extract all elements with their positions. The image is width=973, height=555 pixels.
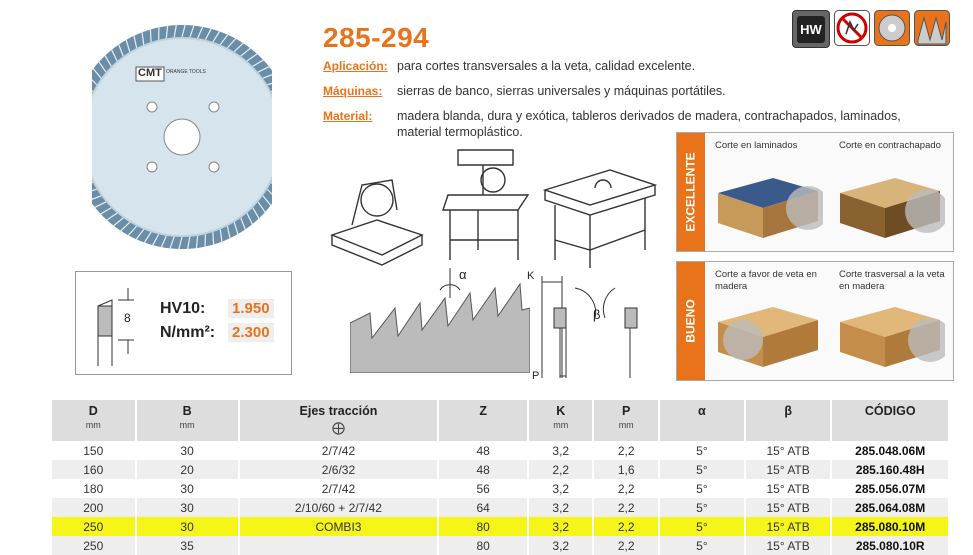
table-cell: 5° (659, 536, 745, 555)
table-cell: 5° (659, 517, 745, 536)
column-header (831, 400, 949, 441)
mitre-saw-drawing (322, 165, 432, 275)
table-cell: 3,2 (528, 536, 593, 555)
blade-subbrand: ORANGE TOOLS (166, 69, 206, 75)
maquinas-label: Máquinas: (323, 84, 382, 98)
table-cell: 3,2 (528, 479, 593, 498)
table-cell: 5° (659, 498, 745, 517)
column-header-label: K (556, 404, 565, 418)
column-header (438, 400, 528, 441)
table-row (52, 460, 949, 479)
excelente-panel (676, 132, 954, 252)
table-cell: 2,2 (593, 479, 658, 498)
k-label: K (527, 270, 534, 282)
table-cell: 30 (136, 479, 239, 498)
column-header (745, 400, 832, 441)
table-row (52, 536, 949, 555)
bueno-label: BUENO (684, 299, 698, 342)
table-cell: 2/6/32 (239, 460, 439, 479)
plywood-cut-image (835, 173, 945, 243)
drive-holes-icon: ⨁ (241, 420, 437, 436)
table-cell: 3,2 (528, 517, 593, 536)
hw-label: HW (797, 16, 825, 43)
no-hand-icon (834, 10, 870, 46)
aplicacion-text: para cortes transversales a la veta, calidad excelente. (397, 58, 695, 74)
column-header (659, 400, 745, 441)
caption-trasversal: Corte trasversal a la veta en madera (839, 269, 949, 293)
table-header-row (52, 400, 949, 441)
radial-arm-saw-drawing (438, 140, 538, 265)
maquinas-text: sierras de banco, sierras universales y máquinas portátiles. (397, 83, 726, 99)
saw-blade-icon (874, 10, 910, 46)
material-text-1: madera blanda, dura y exótica, tableros derivados de madera, contrachapados, laminados, (397, 108, 901, 124)
column-header (52, 400, 136, 441)
caption-contrachapado: Corte en contrachapado (839, 140, 944, 152)
column-header-label: P (622, 404, 630, 418)
rip-cut-image (713, 302, 823, 372)
table-cell: 15° ATB (745, 536, 832, 555)
table-cell: 2/7/42 (239, 479, 439, 498)
crosscut-image (835, 302, 945, 372)
column-header-label: B (183, 404, 192, 418)
beta-label: β (593, 307, 600, 322)
table-cell: 15° ATB (745, 517, 832, 536)
table-cell: 2,2 (593, 517, 658, 536)
caption-laminados: Corte en laminados (715, 140, 825, 152)
table-cell: 2,2 (593, 498, 658, 517)
column-unit: mm (595, 420, 656, 430)
table-cell: 285.080.10R (831, 536, 949, 555)
table-cell: 48 (438, 441, 528, 460)
column-unit: mm (530, 420, 591, 430)
column-header (528, 400, 593, 441)
table-cell: 250 (52, 536, 136, 555)
table-cell: 200 (52, 498, 136, 517)
column-header (136, 400, 239, 441)
bueno-band (677, 262, 705, 380)
table-cell (239, 536, 439, 555)
table-cell: 285.080.10M (831, 517, 949, 536)
table-row (52, 479, 949, 498)
table-cell: 3,2 (528, 498, 593, 517)
excelente-band (677, 133, 705, 251)
table-row (52, 498, 949, 517)
table-cell: 285.160.48H (831, 460, 949, 479)
saw-teeth-icon (914, 10, 950, 46)
table-cell: 80 (438, 536, 528, 555)
table-cell: 2/10/60 + 2/7/42 (239, 498, 439, 517)
kerf-diagram (520, 268, 665, 388)
table-cell: 5° (659, 460, 745, 479)
thickness-value: 8 (124, 311, 131, 325)
nmm-value: 2.300 (228, 323, 274, 342)
table-cell: 2,2 (593, 441, 658, 460)
table-cell: COMBI3 (239, 517, 439, 536)
hw-badge (792, 10, 830, 48)
excelente-label: EXCELLENTE (684, 152, 698, 231)
material-text-2: material termoplástico. (397, 124, 523, 140)
column-header (239, 400, 439, 441)
table-cell: 15° ATB (745, 460, 832, 479)
table-saw-drawing (540, 160, 660, 270)
table-cell: 15° ATB (745, 498, 832, 517)
caption-a-favor: Corte a favor de veta en madera (715, 269, 825, 293)
table-cell: 20 (136, 460, 239, 479)
alpha-label: α (459, 267, 467, 282)
laminate-cut-image (713, 173, 823, 243)
column-header-label: CÓDIGO (865, 404, 916, 418)
hv10-value: 1.950 (228, 299, 274, 318)
hardness-spec-box (75, 271, 292, 375)
hv10-label: HV10: (160, 300, 205, 318)
column-header-label: Ejes tracción (300, 404, 378, 418)
column-unit: mm (138, 420, 237, 430)
table-cell: 285.056.07M (831, 479, 949, 498)
p-label: P (532, 370, 539, 382)
table-cell: 3,2 (528, 441, 593, 460)
material-label: Material: (323, 109, 372, 123)
nmm-label: N/mm²: (160, 324, 215, 342)
column-header-label: β (784, 404, 792, 418)
table-cell: 15° ATB (745, 441, 832, 460)
blade-brand: CMT (138, 67, 162, 79)
table-cell: 285.048.06M (831, 441, 949, 460)
table-cell: 150 (52, 441, 136, 460)
table-cell: 30 (136, 441, 239, 460)
table-cell: 56 (438, 479, 528, 498)
aplicacion-label: Aplicación: (323, 59, 388, 73)
table-cell: 5° (659, 441, 745, 460)
column-header-label: Z (479, 404, 487, 418)
tooth-profile-diagram (350, 268, 530, 373)
table-cell: 80 (438, 517, 528, 536)
saw-blade-image (92, 12, 272, 262)
table-cell: 30 (136, 517, 239, 536)
product-table (52, 400, 950, 555)
table-row (52, 441, 949, 460)
table-cell: 2,2 (528, 460, 593, 479)
column-header (593, 400, 658, 441)
table-cell: 15° ATB (745, 479, 832, 498)
table-cell: 2,2 (593, 536, 658, 555)
column-unit: mm (53, 420, 134, 430)
table-cell: 35 (136, 536, 239, 555)
table-cell: 180 (52, 479, 136, 498)
bueno-panel (676, 261, 954, 381)
table-cell: 30 (136, 498, 239, 517)
column-header-label: α (698, 404, 706, 418)
table-cell: 285.064.08M (831, 498, 949, 517)
table-row (52, 517, 949, 536)
table-cell: 160 (52, 460, 136, 479)
table-cell: 5° (659, 479, 745, 498)
column-header-label: D (89, 404, 98, 418)
table-cell: 250 (52, 517, 136, 536)
table-cell: 48 (438, 460, 528, 479)
table-cell: 2/7/42 (239, 441, 439, 460)
product-title: 285-294 (323, 22, 429, 54)
table-cell: 64 (438, 498, 528, 517)
table-cell: 1,6 (593, 460, 658, 479)
